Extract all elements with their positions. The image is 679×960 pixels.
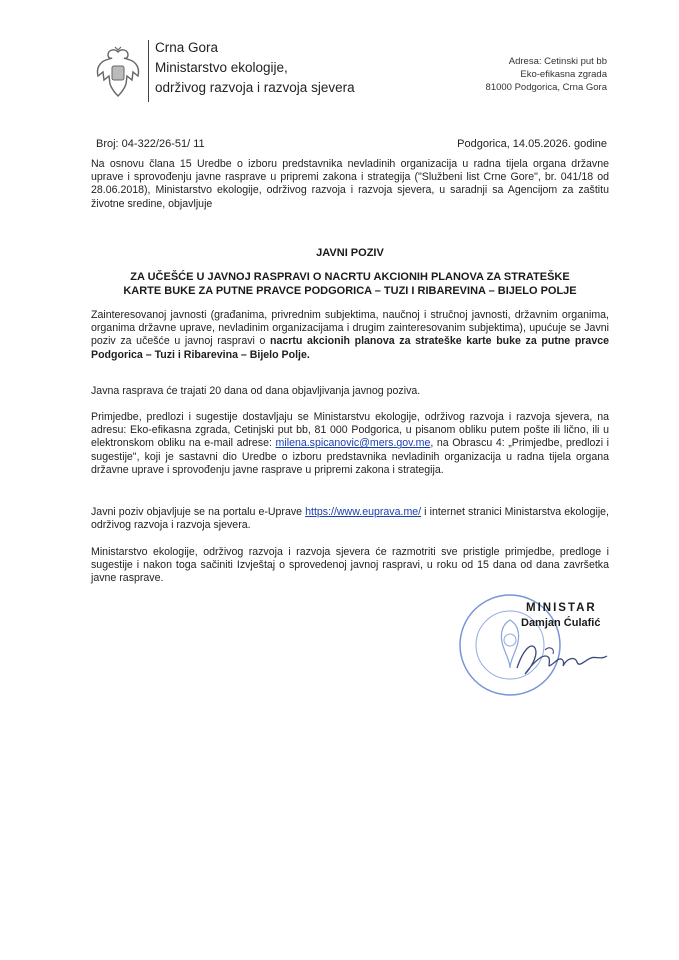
publication-text-cont: i internet stranici Ministarstva ekologije, održivog razvoja i razvoja sjevera. <box>91 506 610 532</box>
invitation-subject: nacrtu akcionih planova za strateške karte buke za putne pravce Podgorica – Tuzi i Ribarevina – Bijelo Polje. <box>91 335 609 361</box>
duration-paragraph: Javna rasprava će trajati 20 dana od dana objavljivanja javnog poziva. <box>91 385 421 397</box>
submission-paragraph <box>91 411 609 477</box>
coat-of-arms-icon <box>94 46 142 98</box>
ministry-line-3: održivog razvoja i razvoja sjevera <box>155 80 355 95</box>
document-subtitle <box>91 270 609 298</box>
publication-text: Javni poziv objavljuje se na portalu e-Uprave <box>91 506 306 518</box>
email-link[interactable]: milena.spicanovic@mers.gov.me <box>275 437 431 450</box>
country-name: Crna Gora <box>155 40 219 55</box>
ministry-name <box>155 38 355 98</box>
publication-paragraph <box>91 506 609 532</box>
signatory-title: MINISTAR <box>526 602 597 614</box>
subtitle-line-1: ZA UČEŠĆE U JAVNOJ RASPRAVI O NACRTU AKCIONIH PLANOVA ZA STRATEŠKE <box>130 271 570 283</box>
address-line-2: Eko-efikasna zgrada <box>520 69 607 80</box>
intro-paragraph: Na osnovu člana 15 Uredbe o izboru predstavnika nevladinih organizacija u radna tijela organa državne uprave i sprovođenju javne rasprave u pripremi zakona i strategija ("Službeni list Crne Gore", br. 041/18 od 28.06.2018), Ministarstvo ekologije, održivog razvoja i razvoja sjevera, u saradnji sa Agencijom za zaštitu životne sredine, objavljuje <box>91 158 609 210</box>
euprava-link[interactable]: https://www.euprava.me/ <box>305 506 422 518</box>
handwritten-signature <box>505 630 615 680</box>
submission-text-cont: , na Obrascu 4: „Primjedbe, predlozi i sugestije", koji je sastavni dio Uredbe o izboru predstavnika nevladinih organizacija u radna tijela organa državne uprave i sprovođenju javne rasprave u pripremi zakona i strategija. <box>91 437 610 476</box>
document-title: JAVNI POZIV <box>316 247 384 259</box>
address-line-1: Adresa: Cetinski put bb <box>508 56 607 67</box>
ministry-address <box>486 55 607 94</box>
signatory-name: Damjan Ćulafić <box>521 617 601 629</box>
ministry-line-2: Ministarstvo ekologije, <box>155 60 288 75</box>
report-paragraph: Ministarstvo ekologije, održivog razvoja i razvoja sjevera će razmotriti sve pristigle primjedbe, predloge i sugestije i nakon toga sačiniti Izvještaj o sprovedenoj javnoj raspravi, u roku od 15 dana od dana završetka javne rasprave. <box>91 546 609 585</box>
submission-text: Primjedbe, predlozi i sugestije dostavljaju se Ministarstvu ekologije, održivog razvoja i razvoja sjevera, na adresu: Eko-efikasna zgrada, Cetinjski put bb, 81 000 Podgorica, u pisanom obliku putem pošte ili lično, ili u elektronskom obliku na e-mail adrese: <box>91 411 609 450</box>
address-line-3: 81000 Podgorica, Crna Gora <box>485 82 607 93</box>
invitation-text: Zainteresovanoj javnosti (građanima, privrednim subjektima, naučnoj i stručnoj javnosti, državnim organima, organima državne uprave, nevladinim organizacijama i drugim zainteresovanim subjektima), upućuje se Javni poziv za učešće u javnoj raspravi o <box>91 309 609 348</box>
subtitle-line-2: KARTE BUKE ZA PUTNE PRAVCE PODGORICA – TUZI I RIBAREVINA – BIJELO POLJE <box>123 285 577 297</box>
header-divider <box>148 40 149 102</box>
invitation-paragraph <box>91 309 609 362</box>
reference-number: Broj: 04-322/26-51/ 11 <box>96 138 205 150</box>
document-date: Podgorica, 14.05.2026. godine <box>457 138 607 150</box>
